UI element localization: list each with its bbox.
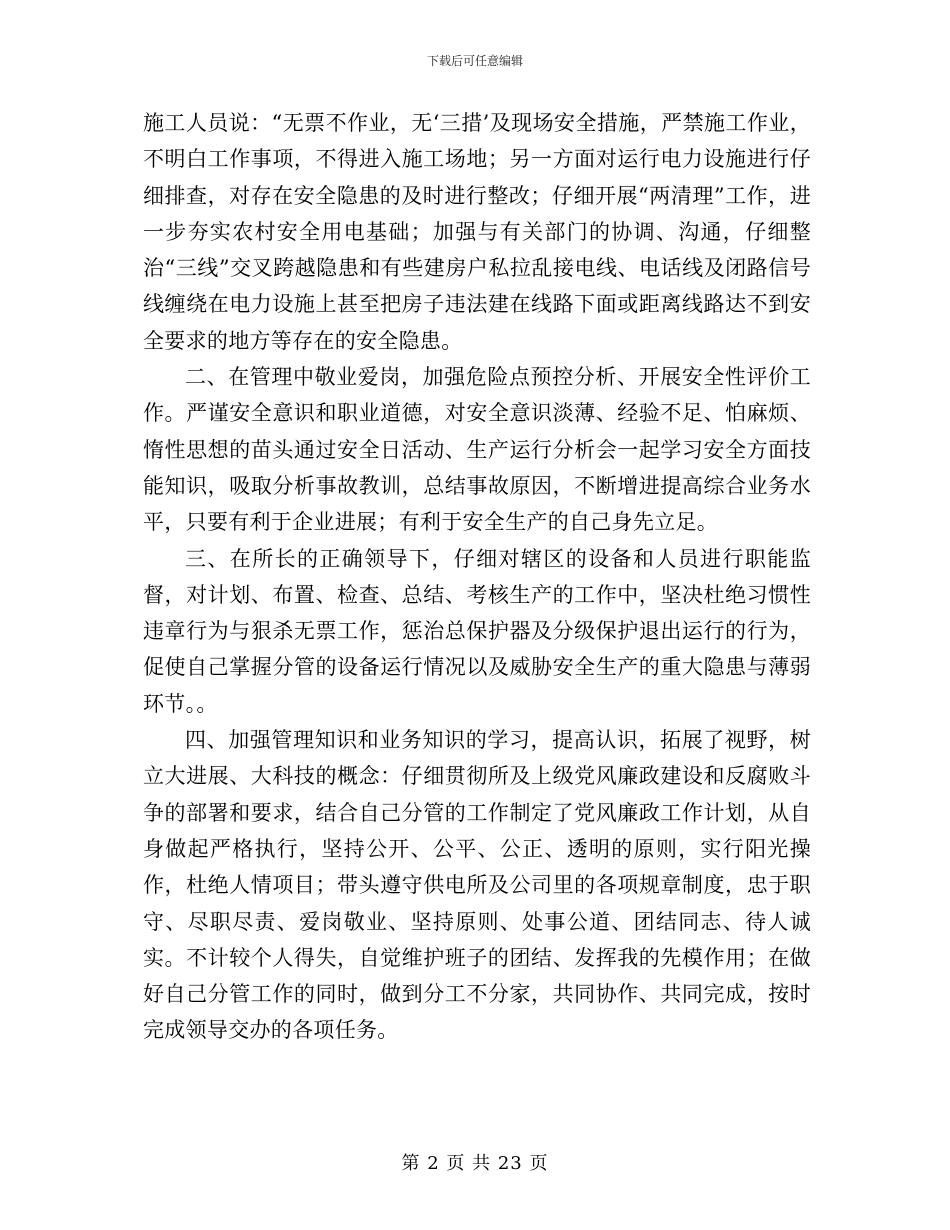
paragraph-section-2: 二、在管理中敬业爱岗，加强危险点预控分析、开展安全性评价工作。严谨安全意识和职业道德，对安全意识淡薄、经验不足、怕麻烦、惰性思想的苗头通过安全日活动、生产运行分析会一起学习安全方面技能知识，吸取分析事故教训，总结事故原因，不断增进提高综合业务水平，只要有利于企业进展；有利于安全生产的自己身先立足。 [143,365,811,535]
page-number-footer: 第 2 页 共 23 页 [401,1153,549,1174]
document-body [143,105,811,1049]
paragraph-section-4: 四、加强管理知识和业务知识的学习，提高认识，拓展了视野，树立大进展、大科技的概念：仔细贯彻所及上级党风廉政建设和反腐败斗争的部署和要求，结合自己分管的工作制定了党风廉政工作计划，从自身做起严格执行，坚持公开、公平、公正、透明的原则，实行阳光操作，杜绝人情项目；带头遵守供电所及公司里的各项规章制度，忠于职守、尽职尽责、爱岗敬业、坚持原则、处事公道、团结同志、待人诚实。不计较个人得失，自觉维护班子的团结、发挥我的先模作用；在做好自己分管工作的同时，做到分工不分家，共同协作、共同完成，按时完成领导交办的各项任务。 [143,728,811,1043]
paragraph-section-3: 三、在所长的正确领导下，仔细对辖区的设备和人员进行职能监督，对计划、布置、检查、总结、考核生产的工作中，坚决杜绝习惯性违章行为与狠杀无票工作，惩治总保护器及分级保护退出运行的行为，促使自己掌握分管的设备运行情况以及威胁安全生产的重大隐患与薄弱环节。。 [143,546,811,716]
page-header: 下载后可任意编辑 [426,54,523,68]
paragraph-continued: 施工人员说：“无票不作业，无‘三措’及现场安全措施，严禁施工作业，不明白工作事项，不得进入施工场地；另一方面对运行电力设施进行仔细排查，对存在安全隐患的及时进行整改；仔细开展“两清理”工作，进一步夯实农村安全用电基础；加强与有关部门的协调、沟通，仔细整治“三线”交叉跨越隐患和有些建房户私拉乱接电线、电话线及闭路信号线缠绕在电力设施上甚至把房子违法建在线路下面或距离线路达不到安全要求的地方等存在的安全隐患。 [143,111,811,353]
